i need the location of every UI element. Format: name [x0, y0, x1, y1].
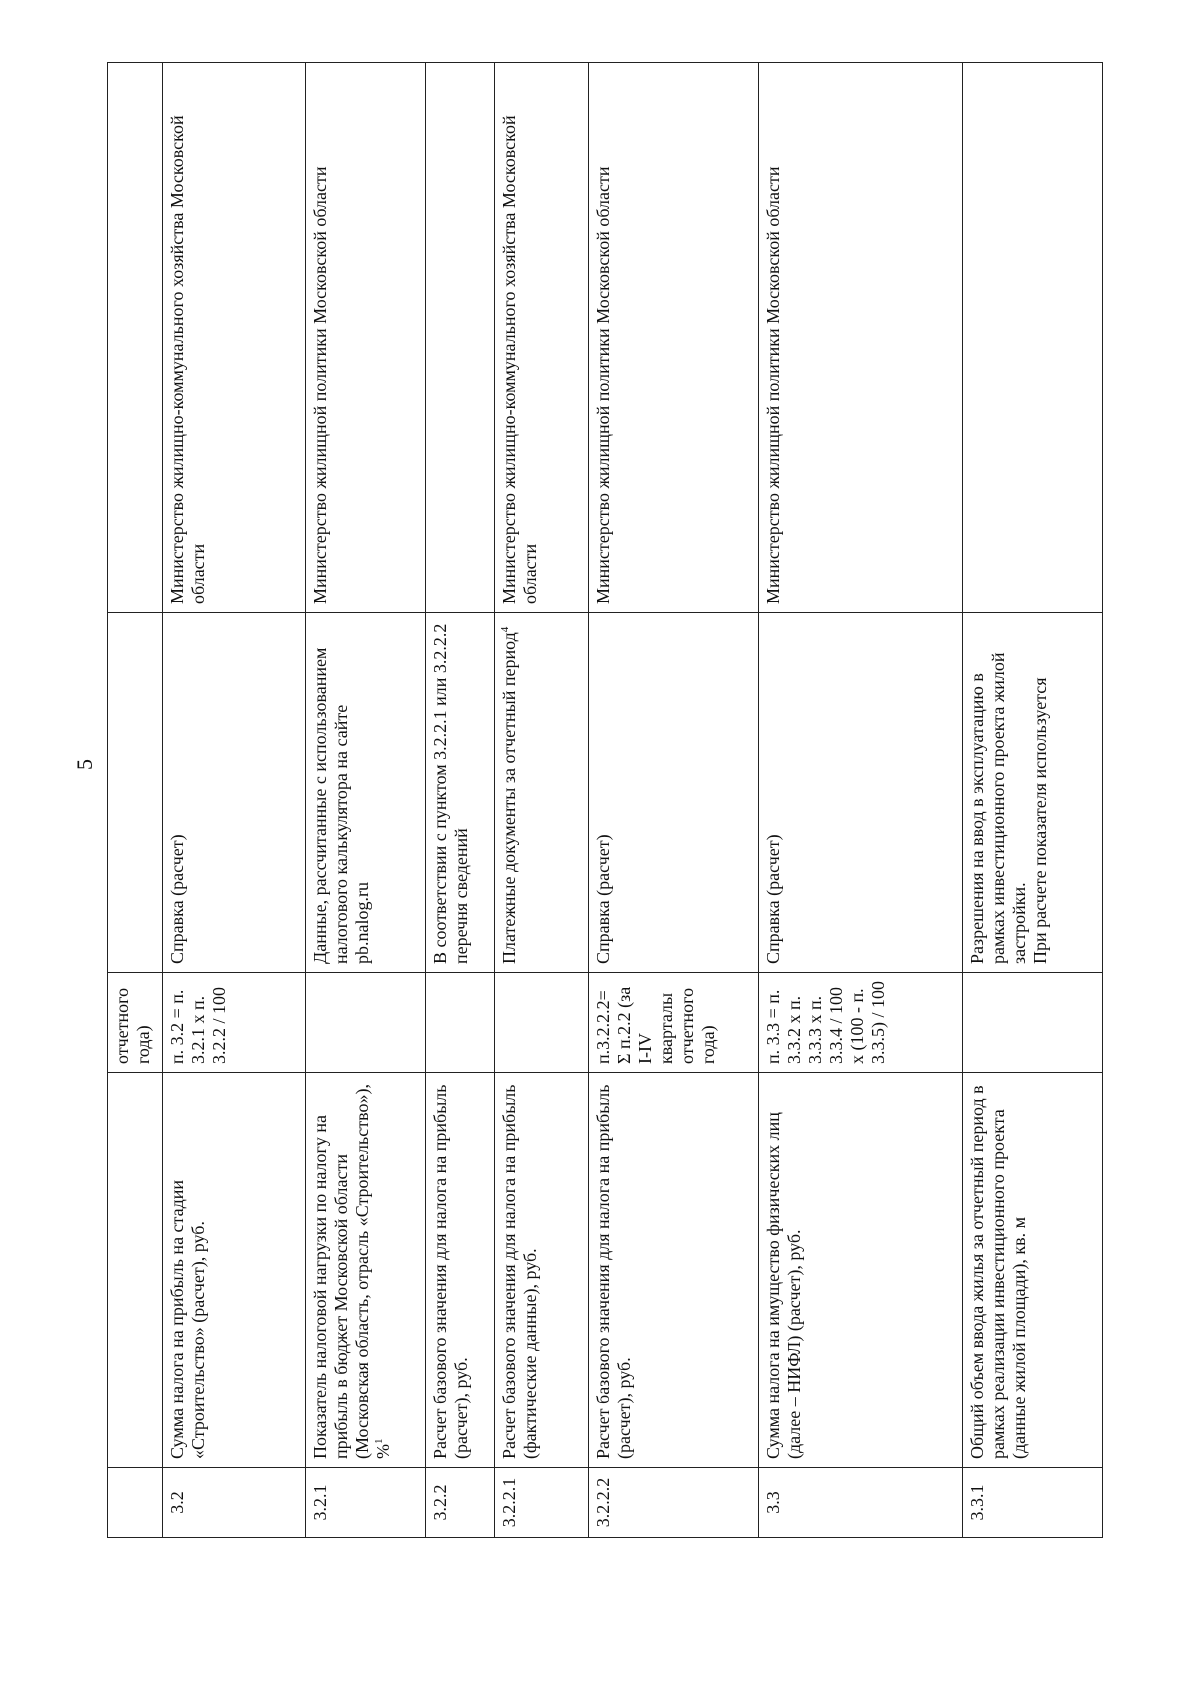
footnote-ref: 1 — [372, 1438, 385, 1444]
page-number: 5 — [72, 759, 97, 770]
table-row — [963, 63, 1103, 1538]
row-formula — [494, 973, 589, 1073]
row-name: Расчет базового значения для налога на прибыль (расчет), руб. — [426, 1073, 495, 1468]
row-responsible: Министерство жилищно-коммунального хозяйства Московской области — [494, 63, 589, 613]
row-number: 3.2.1 — [305, 1468, 425, 1538]
footnote-ref: 4 — [498, 626, 511, 633]
row-responsible — [963, 63, 1103, 613]
rotated-table-sheet — [107, 63, 1103, 1538]
row-formula: п.3.2.2.2= Σ п.2.2 (за I-IV кварталы отчетного года) — [589, 973, 759, 1073]
table-row — [589, 63, 759, 1538]
table-row-continuation — [108, 63, 163, 1538]
row-number: 3.3.1 — [963, 1468, 1103, 1538]
row-formula: п. 3.3 = п. 3.3.2 х п. 3.3.3 х п. 3.3.4 / 100 х (100 - п. 3.3.5) / 100 — [759, 973, 963, 1073]
row-formula — [963, 973, 1103, 1073]
table-row — [426, 63, 495, 1538]
row-number: 3.2.2.2 — [589, 1468, 759, 1538]
table-row — [162, 63, 305, 1538]
row-name: Сумма налога на прибыль на стадии «Строительство» (расчет), руб. — [162, 1073, 305, 1468]
row-name: Общий объем ввода жилья за отчетный период в рамках реализации инвестиционного проекта (данные жилой площади), кв. м — [963, 1073, 1103, 1468]
row-responsible: Министерство жилищной политики Московской области — [305, 63, 425, 613]
row-number: 3.2.2.1 — [494, 1468, 589, 1538]
row-number: 3.2.2 — [426, 1468, 495, 1538]
table-row — [305, 63, 425, 1538]
row-name: Сумма налога на имущество физических лиц (далее – НИФЛ) (расчет), руб. — [759, 1073, 963, 1468]
row-source: Данные, рассчитанные с использованием налогового калькулятора на сайте pb.nalog.ru — [305, 613, 425, 973]
cell-name — [108, 1073, 163, 1468]
row-responsible: Министерство жилищной политики Московской области — [589, 63, 759, 613]
cell-num — [108, 1468, 163, 1538]
row-source: Разрешения на ввод в эксплуатацию в рамках инвестиционного проекта жилой застройки. При расчете показателя используется — [963, 613, 1103, 973]
table-row — [759, 63, 963, 1538]
row-number: 3.2 — [162, 1468, 305, 1538]
row-responsible: Министерство жилищной политики Московской области — [759, 63, 963, 613]
row-formula: п. 3.2 = п. 3.2.1 х п. 3.2.2 / 100 — [162, 973, 305, 1073]
row-responsible: Министерство жилищно-коммунального хозяйства Московской области — [162, 63, 305, 613]
row-number: 3.3 — [759, 1468, 963, 1538]
cell-formula: отчетного года) — [108, 973, 163, 1073]
table-row — [494, 63, 589, 1538]
row-formula — [426, 973, 495, 1073]
row-name — [305, 1073, 425, 1468]
row-source: Справка (расчет) — [162, 613, 305, 973]
row-source: Справка (расчет) — [589, 613, 759, 973]
cell-source — [108, 613, 163, 973]
row-source — [494, 613, 589, 973]
row-responsible — [426, 63, 495, 613]
data-table — [107, 62, 1103, 1538]
row-name: Расчет базового значения для налога на прибыль (фактические данные), руб. — [494, 1073, 589, 1468]
row-source-text: Платежные документы за отчетный период — [498, 632, 519, 964]
row-formula — [305, 973, 425, 1073]
row-name: Расчет базового значения для налога на прибыль (расчет), руб. — [589, 1073, 759, 1468]
row-name-text: Показатель налоговой нагрузки по налогу на прибыль в бюджет Московской области (Московская область, отрасль «Строительство»), % — [309, 1084, 393, 1459]
row-source: Справка (расчет) — [759, 613, 963, 973]
cell-responsible — [108, 63, 163, 613]
row-source: В соответствии с пунктом 3.2.2.1 или 3.2.2.2 перечня сведений — [426, 613, 495, 973]
